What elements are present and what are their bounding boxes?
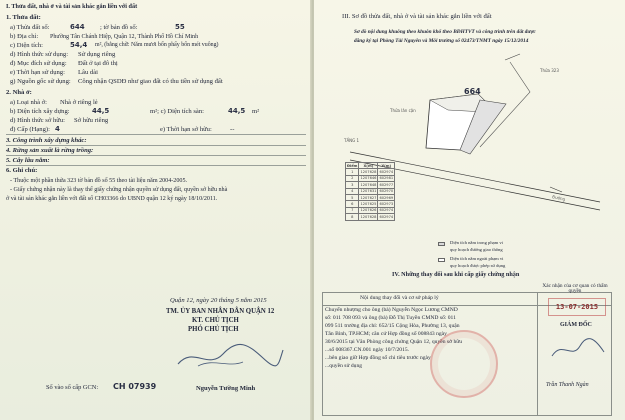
floor-area-value: 44,5	[228, 107, 246, 115]
table-header: X(m)	[359, 163, 378, 169]
change-line: số: 011 708 093 và ông (bà) Đỗ Thị Tuyền CMND số: 011	[325, 315, 456, 321]
legend-label: Diện tích nằm ngoài phạm vi	[450, 256, 504, 261]
land-heading: 1. Thửa đất:	[6, 14, 41, 21]
production-forest-heading: 4. Rừng sản xuất là rừng trồng:	[6, 147, 94, 154]
table-cell: 1207628	[360, 170, 377, 175]
section-header: III. Sơ đồ thửa đất, nhà ở và tài sản khác gắn liền với đất	[342, 13, 492, 20]
house-grade-value: 4	[55, 125, 60, 133]
divider	[6, 134, 306, 135]
svg-text:Đường: Đường	[551, 194, 566, 202]
registration-label: Số vào sổ cấp GCN:	[46, 384, 99, 391]
table-cell: 602974	[379, 208, 394, 213]
use-purpose-label: đ) Mục đích sử dụng:	[10, 60, 67, 67]
use-form-value: Sử dụng riêng	[78, 51, 116, 58]
svg-text:TẦNG 1: TẦNG 1	[344, 138, 360, 143]
floor-area-label: m²; c) Diện tích sàn:	[150, 108, 204, 115]
note-line: ở và tài sản khác gắn liền với đất số CH03366 do UBND quận 12 ký ngày 18/10/2011.	[6, 196, 218, 202]
house-type-value: Nhà ở riêng lẻ	[60, 99, 98, 106]
parcel-number-label: 664	[464, 87, 481, 96]
use-term-label: e) Thời hạn sử dụng:	[10, 69, 65, 76]
table-header: Y(m)	[378, 163, 395, 169]
area-note: m², (bằng chữ: Năm mươi bốn phẩy bốn mét vuông)	[95, 42, 219, 48]
house-grade-label: đ) Cấp (Hạng):	[10, 126, 50, 133]
table-cell: 602969	[379, 195, 394, 200]
coordinate-table	[345, 162, 395, 221]
use-origin-label: g) Nguồn gốc sử dụng:	[10, 78, 71, 85]
table-cell: 1207625	[360, 202, 377, 207]
registration-number: CH 07939	[113, 382, 157, 391]
area-label: c) Diện tích:	[10, 42, 43, 49]
parcel-number-label: a) Thửa đất số:	[10, 24, 50, 31]
changes-heading: IV. Những thay đổi sau khi cấp giấy chứng nhận	[392, 271, 520, 278]
table-cell: 6	[346, 201, 359, 207]
plan-subtitle: đăng ký tại Phòng Tài Nguyên và Môi trường số 02473/TNMT ngày 15/12/2014	[354, 38, 529, 44]
table-cell: 1207626	[360, 208, 377, 213]
table-cell: 602974	[379, 214, 394, 219]
divider	[6, 165, 306, 166]
section-header: I. Thửa đất, nhà ở và tài sản khác gắn liền với đất	[6, 3, 138, 10]
ownership-term-value: --	[230, 126, 235, 133]
note-line: - Thuộc một phần thửa 323 tờ bản đồ số 55 theo tài liệu năm 2004-2005.	[10, 178, 188, 184]
address-value: Phường Tân Chánh Hiệp, Quận 12, Thành Phố Hồ Chí Minh	[50, 34, 199, 40]
signer-name: Nguyễn Tường Minh	[196, 385, 256, 392]
parcel-plan	[330, 52, 614, 252]
table-cell: 2	[346, 175, 359, 181]
change-line: Chuyển nhượng cho ông (bà) Nguyễn Ngọc Lương CMND	[325, 307, 458, 313]
legend-swatch-road	[438, 242, 445, 246]
confirm-signer: Trần Thanh Ngàn	[546, 382, 589, 388]
table-cell: 1207648	[360, 182, 377, 187]
building-area-value: 44,5	[92, 107, 110, 115]
table-cell: 4	[346, 188, 359, 194]
floor-area-unit: m²	[252, 108, 260, 115]
map-sheet-value: 55	[175, 23, 185, 31]
table-header: Điểm	[347, 163, 358, 168]
date-stamp: 13-07-2015	[548, 298, 606, 316]
change-line: Tân Bình, TP.HCM; căn cứ Hợp đồng số 008843 ngày	[325, 331, 447, 337]
svg-text:Thửa 323: Thửa 323	[540, 68, 559, 73]
table-cell: 602974	[379, 170, 394, 175]
seal-stamp	[430, 330, 498, 398]
change-line: ...bên giao giữ Hợp đồng số chi tiêu trước ngày	[325, 355, 431, 361]
address-label: b) Địa chỉ:	[10, 33, 39, 40]
use-purpose-value: Đất ở tại đô thị	[78, 60, 118, 67]
ownership-term-label: e) Thời hạn sở hữu:	[160, 126, 212, 133]
sign-org: TM. ỦY BAN NHÂN DÂN QUẬN 12	[166, 308, 275, 315]
divider	[6, 145, 306, 146]
divider	[6, 155, 306, 156]
change-line: 30/6/2015 tại Văn Phòng công chứng Quận 12, quyền sở hữu	[325, 339, 463, 345]
perennial-heading: 5. Cây lâu năm:	[6, 157, 50, 164]
table-cell: 3	[346, 182, 359, 188]
map-sheet-label: ; tờ bản đồ số:	[100, 24, 138, 31]
parcel-number-value: 644	[70, 23, 85, 31]
legend-label: quy hoạch đường giao thông	[450, 247, 503, 252]
use-origin-value: Công nhận QSDĐ như giao đất có thu tiền sử dụng đất	[78, 78, 223, 85]
sign-date: Quận 12, ngày 20 tháng 5 năm 2015	[170, 297, 267, 304]
legend-swatch-allowed	[438, 258, 445, 262]
sign-role: PHÓ CHỦ TỊCH	[188, 326, 239, 333]
legend-label: quy hoạch được phép sử dụng	[450, 263, 506, 268]
house-heading: 2. Nhà ở:	[6, 89, 32, 96]
confirm-signature	[548, 334, 608, 364]
notes-heading: 6. Ghi chú:	[6, 167, 38, 174]
sign-kt: KT. CHỦ TỊCH	[192, 317, 239, 324]
change-line: 099 511 trường địa chỉ: 652/15 Cộng Hòa, Phường 13, quận	[325, 323, 460, 329]
table-cell: 1207627	[360, 195, 377, 200]
building-area-label: b) Diện tích xây dựng:	[10, 108, 70, 115]
table-row	[346, 214, 395, 220]
table-cell: 602973	[379, 202, 394, 207]
table-cell: 8	[346, 214, 359, 220]
ownership-form-label: d) Hình thức sở hữu:	[10, 117, 65, 124]
legend-label: Diện tích nằm trong phạm vi	[450, 240, 503, 245]
table-cell: 1207628	[360, 214, 377, 219]
table-cell: 1207631	[360, 189, 377, 194]
table-cell: 1	[346, 169, 359, 175]
signature-image	[168, 336, 288, 376]
use-form-label: d) Hình thức sử dụng:	[10, 51, 69, 58]
other-works-heading: 3. Công trình xây dựng khác:	[6, 137, 87, 144]
note-line: - Giấy chứng nhận này là thay thế giấy chứng nhận quyền sử dụng đất, quyền sở hữu nhà	[10, 187, 228, 193]
ownership-form-value: Sở hữu riêng	[74, 117, 109, 124]
plan-subtitle: Sơ đồ nội dung khuông theo khuôn khổ theo BĐHTVT và công trình trên đất được	[354, 29, 536, 35]
svg-text:Thửa lân cận: Thửa lân cận	[390, 108, 416, 113]
area-value: 54,4	[70, 41, 88, 49]
use-term-value: Lâu dài	[78, 69, 98, 76]
table-cell: 602977	[379, 182, 394, 187]
column-header-confirm: Xác nhận của cơ quan có thẩm quyền	[542, 283, 608, 295]
house-type-label: a) Loại nhà ở:	[10, 99, 47, 106]
column-divider	[537, 293, 538, 415]
table-cell: 5	[346, 194, 359, 200]
left-page	[0, 0, 312, 420]
table-cell: 1207646	[360, 176, 377, 181]
table-cell: 7	[346, 207, 359, 213]
table-cell: 602970	[379, 189, 394, 194]
table-cell: 602981	[379, 176, 394, 181]
change-line: ...số 008367.CN.001 ngày 10/7/2015.	[325, 347, 410, 353]
confirm-role: GIÁM ĐỐC	[560, 322, 592, 328]
column-header-content: Nội dung thay đổi và cơ sở pháp lý	[360, 295, 439, 301]
change-line: ...quyền sử dụng	[325, 363, 363, 369]
